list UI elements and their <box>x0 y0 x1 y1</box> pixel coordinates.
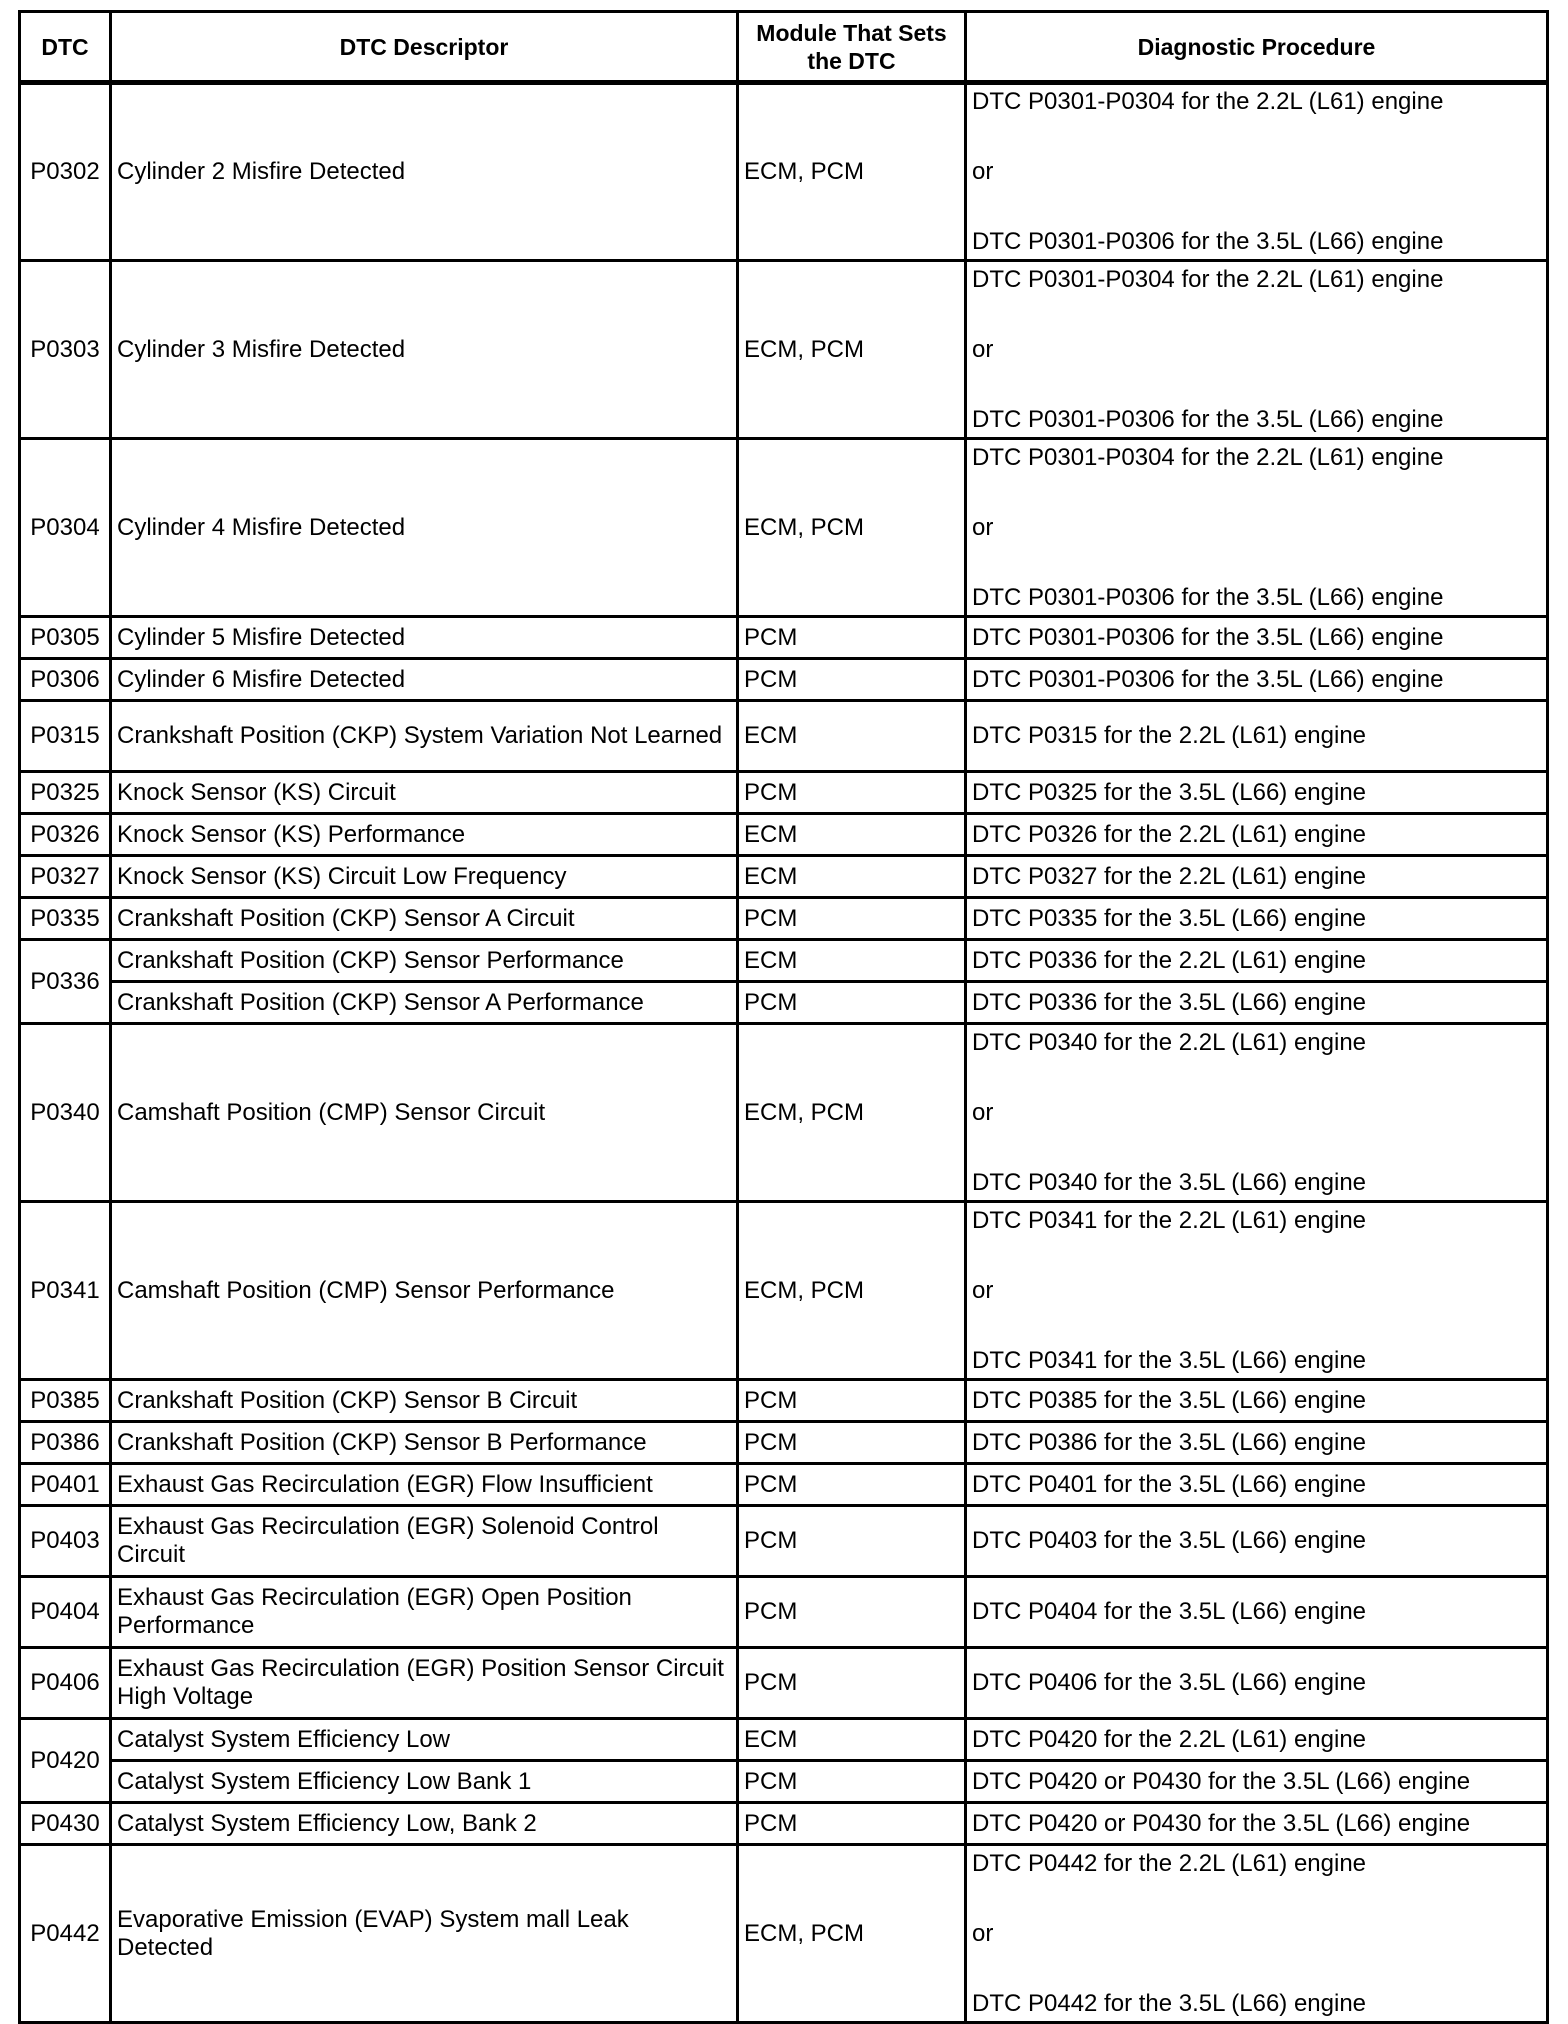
module: ECM <box>738 1719 966 1761</box>
diagnostic-procedure[interactable]: DTC P0385 for the 3.5L (L66) engine <box>966 1380 1548 1422</box>
procedure-or: or <box>972 1098 994 1126</box>
dtc-code: P0386 <box>20 1422 111 1464</box>
dtc-descriptor: Exhaust Gas Recirculation (EGR) Flow Insufficient <box>111 1464 738 1506</box>
module: PCM <box>738 1506 966 1577</box>
diagnostic-procedure[interactable]: DTC P0301-P0306 for the 3.5L (L66) engine <box>966 659 1548 701</box>
diagnostic-procedure <box>966 1845 1548 2023</box>
module: PCM <box>738 982 966 1024</box>
dtc-descriptor: Cylinder 2 Misfire Detected <box>111 83 738 261</box>
diagnostic-procedure[interactable]: DTC P0386 for the 3.5L (L66) engine <box>966 1422 1548 1464</box>
dtc-descriptor: Exhaust Gas Recirculation (EGR) Position Sensor Circuit High Voltage <box>111 1648 738 1719</box>
diagnostic-procedure <box>966 1024 1548 1202</box>
diagnostic-procedure[interactable]: DTC P0401 for the 3.5L (L66) engine <box>966 1464 1548 1506</box>
table-row <box>20 261 1548 439</box>
module: PCM <box>738 898 966 940</box>
diagnostic-procedure <box>966 83 1548 261</box>
dtc-descriptor: Camshaft Position (CMP) Sensor Circuit <box>111 1024 738 1202</box>
procedure-link[interactable]: DTC P0301-P0304 for the 2.2L (L61) engine <box>972 88 1444 115</box>
dtc-code: P0315 <box>20 701 111 772</box>
dtc-code: P0326 <box>20 814 111 856</box>
table-row <box>20 439 1548 617</box>
procedure-link[interactable]: DTC P0301-P0306 for the 3.5L (L66) engine <box>972 228 1444 255</box>
procedure-or: or <box>972 513 994 541</box>
dtc-code: P0327 <box>20 856 111 898</box>
module: ECM, PCM <box>738 1024 966 1202</box>
module: ECM, PCM <box>738 1845 966 2023</box>
procedure-link[interactable]: DTC P0301-P0306 for the 3.5L (L66) engine <box>972 405 1444 433</box>
table-row <box>20 659 1548 701</box>
module: ECM, PCM <box>738 83 966 261</box>
module: PCM <box>738 1577 966 1648</box>
table-row <box>20 1422 1548 1464</box>
diagnostic-procedure[interactable]: DTC P0403 for the 3.5L (L66) engine <box>966 1506 1548 1577</box>
diagnostic-procedure <box>966 439 1548 617</box>
dtc-code: P0305 <box>20 617 111 659</box>
dtc-descriptor: Crankshaft Position (CKP) Sensor A Performance <box>111 982 738 1024</box>
table-row <box>20 982 1548 1024</box>
table-row <box>20 856 1548 898</box>
module: PCM <box>738 1380 966 1422</box>
dtc-code: P0385 <box>20 1380 111 1422</box>
diagnostic-procedure[interactable]: DTC P0420 or P0430 for the 3.5L (L66) engine <box>966 1803 1548 1845</box>
module: PCM <box>738 1422 966 1464</box>
diagnostic-procedure[interactable]: DTC P0325 for the 3.5L (L66) engine <box>966 772 1548 814</box>
diagnostic-procedure[interactable]: DTC P0315 for the 2.2L (L61) engine <box>966 701 1548 772</box>
module: PCM <box>738 659 966 701</box>
procedure-or: or <box>972 1919 994 1947</box>
diagnostic-procedure[interactable]: DTC P0326 for the 2.2L (L61) engine <box>966 814 1548 856</box>
diagnostic-procedure[interactable]: DTC P0404 for the 3.5L (L66) engine <box>966 1577 1548 1648</box>
table-row <box>20 1202 1548 1380</box>
module: ECM, PCM <box>738 261 966 439</box>
procedure-link[interactable]: DTC P0341 for the 2.2L (L61) engine <box>972 1206 1367 1234</box>
procedure-link[interactable]: DTC P0341 for the 3.5L (L66) engine <box>972 1346 1367 1374</box>
header-dtc-descriptor: DTC Descriptor <box>111 12 738 83</box>
header-module: Module That Sets the DTC <box>738 12 966 83</box>
dtc-descriptor: Crankshaft Position (CKP) System Variation Not Learned <box>111 701 738 772</box>
procedure-link[interactable]: DTC P0301-P0304 for the 2.2L (L61) engine <box>972 265 1444 293</box>
dtc-descriptor: Cylinder 3 Misfire Detected <box>111 261 738 439</box>
diagnostic-procedure <box>966 261 1548 439</box>
dtc-code: P0340 <box>20 1024 111 1202</box>
dtc-code: P0302 <box>20 83 111 261</box>
table-row <box>20 1648 1548 1719</box>
module: PCM <box>738 1648 966 1719</box>
dtc-descriptor: Exhaust Gas Recirculation (EGR) Open Position Performance <box>111 1577 738 1648</box>
dtc-descriptor: Camshaft Position (CMP) Sensor Performance <box>111 1202 738 1380</box>
dtc-code: P0430 <box>20 1803 111 1845</box>
header-row <box>20 12 1548 83</box>
table-row <box>20 940 1548 982</box>
dtc-descriptor: Crankshaft Position (CKP) Sensor Performance <box>111 940 738 982</box>
diagnostic-procedure[interactable]: DTC P0336 for the 3.5L (L66) engine <box>966 982 1548 1024</box>
dtc-descriptor: Crankshaft Position (CKP) Sensor A Circuit <box>111 898 738 940</box>
module: PCM <box>738 617 966 659</box>
module: ECM <box>738 814 966 856</box>
table-row <box>20 83 1548 261</box>
module: PCM <box>738 772 966 814</box>
diagnostic-procedure[interactable]: DTC P0301-P0306 for the 3.5L (L66) engine <box>966 617 1548 659</box>
table-row <box>20 701 1548 772</box>
dtc-descriptor: Cylinder 6 Misfire Detected <box>111 659 738 701</box>
procedure-link[interactable]: DTC P0340 for the 3.5L (L66) engine <box>972 1168 1367 1196</box>
procedure-or: or <box>972 158 994 185</box>
dtc-code: P0336 <box>20 940 111 1024</box>
diagnostic-procedure[interactable]: DTC P0327 for the 2.2L (L61) engine <box>966 856 1548 898</box>
table-row <box>20 1577 1548 1648</box>
dtc-descriptor: Cylinder 4 Misfire Detected <box>111 439 738 617</box>
dtc-code: P0303 <box>20 261 111 439</box>
dtc-code: P0442 <box>20 1845 111 2023</box>
module: ECM <box>738 856 966 898</box>
module: ECM, PCM <box>738 439 966 617</box>
dtc-descriptor: Knock Sensor (KS) Circuit <box>111 772 738 814</box>
header-diagnostic-procedure: Diagnostic Procedure <box>966 12 1548 83</box>
table-row <box>20 1845 1548 2023</box>
diagnostic-procedure[interactable]: DTC P0336 for the 2.2L (L61) engine <box>966 940 1548 982</box>
diagnostic-procedure[interactable]: DTC P0335 for the 3.5L (L66) engine <box>966 898 1548 940</box>
dtc-code: P0341 <box>20 1202 111 1380</box>
module: PCM <box>738 1464 966 1506</box>
table-row <box>20 814 1548 856</box>
dtc-descriptor: Exhaust Gas Recirculation (EGR) Solenoid Control Circuit <box>111 1506 738 1577</box>
dtc-descriptor: Crankshaft Position (CKP) Sensor B Circuit <box>111 1380 738 1422</box>
dtc-code: P0420 <box>20 1719 111 1803</box>
dtc-descriptor: Catalyst System Efficiency Low Bank 1 <box>111 1761 738 1803</box>
dtc-descriptor: Catalyst System Efficiency Low, Bank 2 <box>111 1803 738 1845</box>
dtc-descriptor: Knock Sensor (KS) Circuit Low Frequency <box>111 856 738 898</box>
module: PCM <box>738 1803 966 1845</box>
diagnostic-procedure[interactable]: DTC P0406 for the 3.5L (L66) engine <box>966 1648 1548 1719</box>
procedure-link[interactable]: DTC P0442 for the 3.5L (L66) engine <box>972 1989 1367 2017</box>
dtc-descriptor: Crankshaft Position (CKP) Sensor B Performance <box>111 1422 738 1464</box>
table-row <box>20 898 1548 940</box>
table-row <box>20 1719 1548 1761</box>
dtc-code: P0335 <box>20 898 111 940</box>
table-row <box>20 1761 1548 1803</box>
procedure-or: or <box>972 1276 994 1304</box>
module: ECM <box>738 701 966 772</box>
procedure-link[interactable]: DTC P0442 for the 2.2L (L61) engine <box>972 1849 1367 1877</box>
dtc-table <box>18 10 1549 2024</box>
dtc-code: P0401 <box>20 1464 111 1506</box>
dtc-descriptor: Catalyst System Efficiency Low <box>111 1719 738 1761</box>
procedure-or: or <box>972 335 994 363</box>
header-dtc: DTC <box>20 12 111 83</box>
dtc-descriptor: Evaporative Emission (EVAP) System mall Leak Detected <box>111 1845 738 2023</box>
table-row <box>20 1464 1548 1506</box>
table-row <box>20 1506 1548 1577</box>
table-row <box>20 1803 1548 1845</box>
dtc-code: P0306 <box>20 659 111 701</box>
diagnostic-procedure[interactable]: DTC P0420 or P0430 for the 3.5L (L66) engine <box>966 1761 1548 1803</box>
diagnostic-procedure <box>966 1202 1548 1380</box>
procedure-link[interactable]: DTC P0301-P0306 for the 3.5L (L66) engine <box>972 583 1444 611</box>
dtc-code: P0403 <box>20 1506 111 1577</box>
module: ECM <box>738 940 966 982</box>
table-row <box>20 1380 1548 1422</box>
diagnostic-procedure[interactable]: DTC P0420 for the 2.2L (L61) engine <box>966 1719 1548 1761</box>
procedure-link[interactable]: DTC P0340 for the 2.2L (L61) engine <box>972 1028 1367 1056</box>
dtc-descriptor: Knock Sensor (KS) Performance <box>111 814 738 856</box>
table-row <box>20 617 1548 659</box>
table-row <box>20 772 1548 814</box>
procedure-link[interactable]: DTC P0301-P0304 for the 2.2L (L61) engine <box>972 443 1444 471</box>
dtc-code: P0404 <box>20 1577 111 1648</box>
dtc-descriptor: Cylinder 5 Misfire Detected <box>111 617 738 659</box>
table-row <box>20 1024 1548 1202</box>
dtc-code: P0325 <box>20 772 111 814</box>
dtc-code: P0304 <box>20 439 111 617</box>
module: PCM <box>738 1761 966 1803</box>
dtc-code: P0406 <box>20 1648 111 1719</box>
module: ECM, PCM <box>738 1202 966 1380</box>
